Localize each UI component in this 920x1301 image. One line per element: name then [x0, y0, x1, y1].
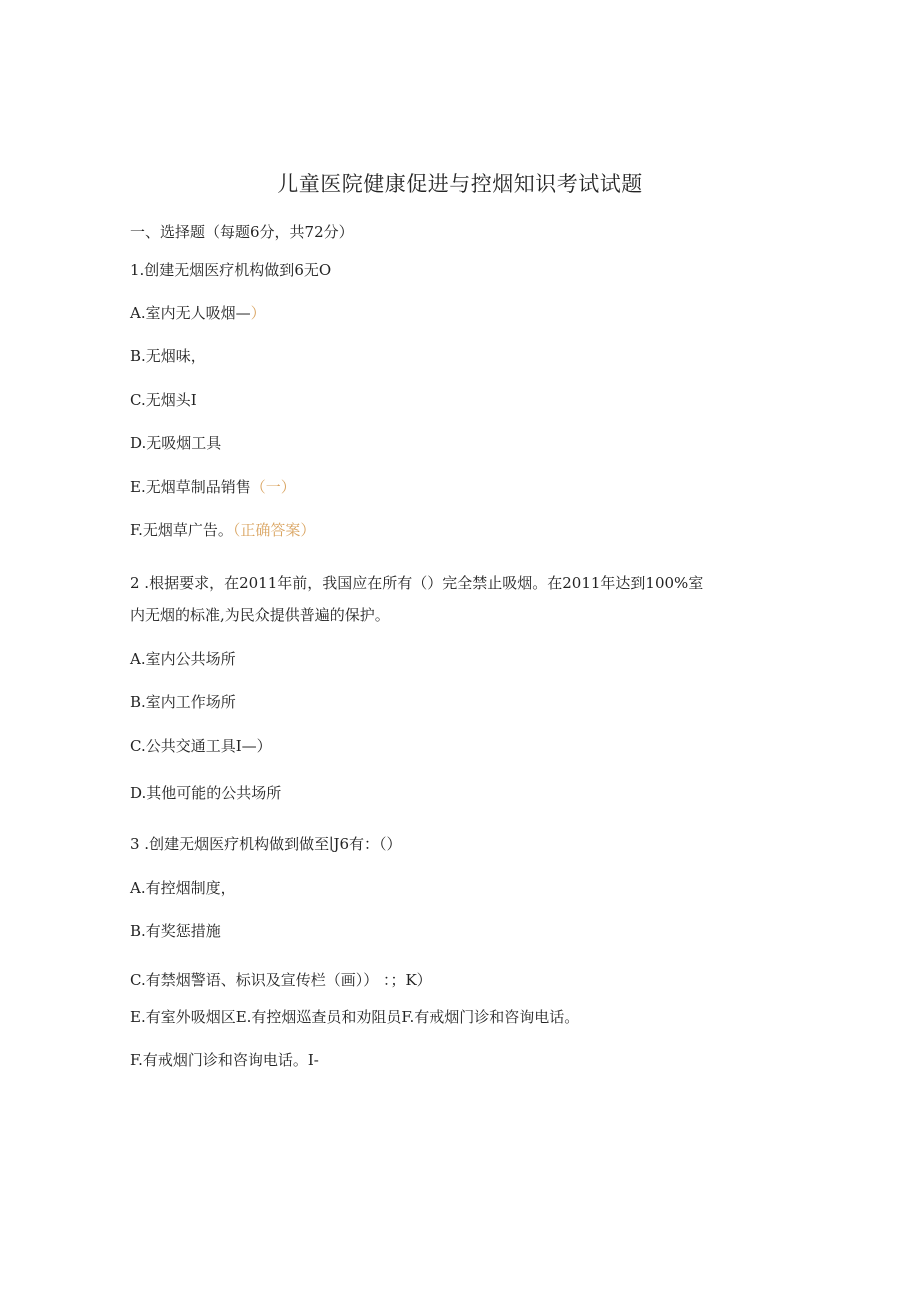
question-3-option-b: B.有奖惩措施	[130, 922, 221, 940]
question-3-option-f: F.有戒烟门诊和咨询电话。I-	[130, 1051, 319, 1069]
question-1-option-f	[130, 519, 315, 540]
question-2-option-b: B.室内工作场所	[130, 693, 236, 711]
document-title: 儿童医院健康促进与控烟知识考试试题	[277, 172, 643, 196]
correct-answer-mark: （正确答案）	[232, 521, 316, 539]
question-1-option-b	[130, 345, 206, 366]
option-text: D.无吸烟工具	[130, 434, 222, 452]
option-text: B.无烟味，	[130, 347, 206, 365]
question-1-option-a	[130, 302, 266, 323]
option-text: C.无烟头I	[130, 391, 197, 409]
answer-mark: （一）	[250, 478, 296, 496]
answer-mark: ）	[250, 304, 266, 322]
question-2-stem-line-2: 内无烟的标准,为民众提供普遍的保护。	[130, 606, 390, 624]
question-2-stem-line-1: 2 .根据要求，在2011年前，我国应在所有（）完全禁止吸烟。在2011年达到100%室	[130, 574, 704, 592]
question-3-option-c: C.有禁烟警语、标识及宣传栏（画）） ：；K）	[130, 971, 432, 989]
question-1-stem: 1.创建无烟医疗机构做到6无O	[130, 261, 332, 279]
question-2-option-a: A.室内公共场所	[130, 650, 236, 668]
option-text: E.无烟草制品销售	[130, 478, 251, 496]
question-2-option-d: D.其他可能的公共场所	[130, 784, 282, 802]
question-1-option-d	[130, 432, 221, 453]
question-2-option-c: C.公共交通工具I—）	[130, 737, 272, 755]
section-header: 一、选择题（每题6分，共72分）	[130, 223, 354, 241]
option-text: A.室内无人吸烟—	[130, 304, 251, 322]
option-text: F.无烟草广告。	[130, 521, 233, 539]
question-3-option-e: E.有室外吸烟区E.有控烟巡查员和劝阻员F.有戒烟门诊和咨询电话。	[130, 1008, 580, 1026]
question-1-option-e	[130, 476, 296, 497]
question-3-stem: 3 .创建无烟医疗机构做到做至∣J6有：（）	[130, 835, 402, 853]
question-1-option-c	[130, 389, 197, 410]
question-3-option-a: A.有控烟制度，	[130, 879, 236, 897]
